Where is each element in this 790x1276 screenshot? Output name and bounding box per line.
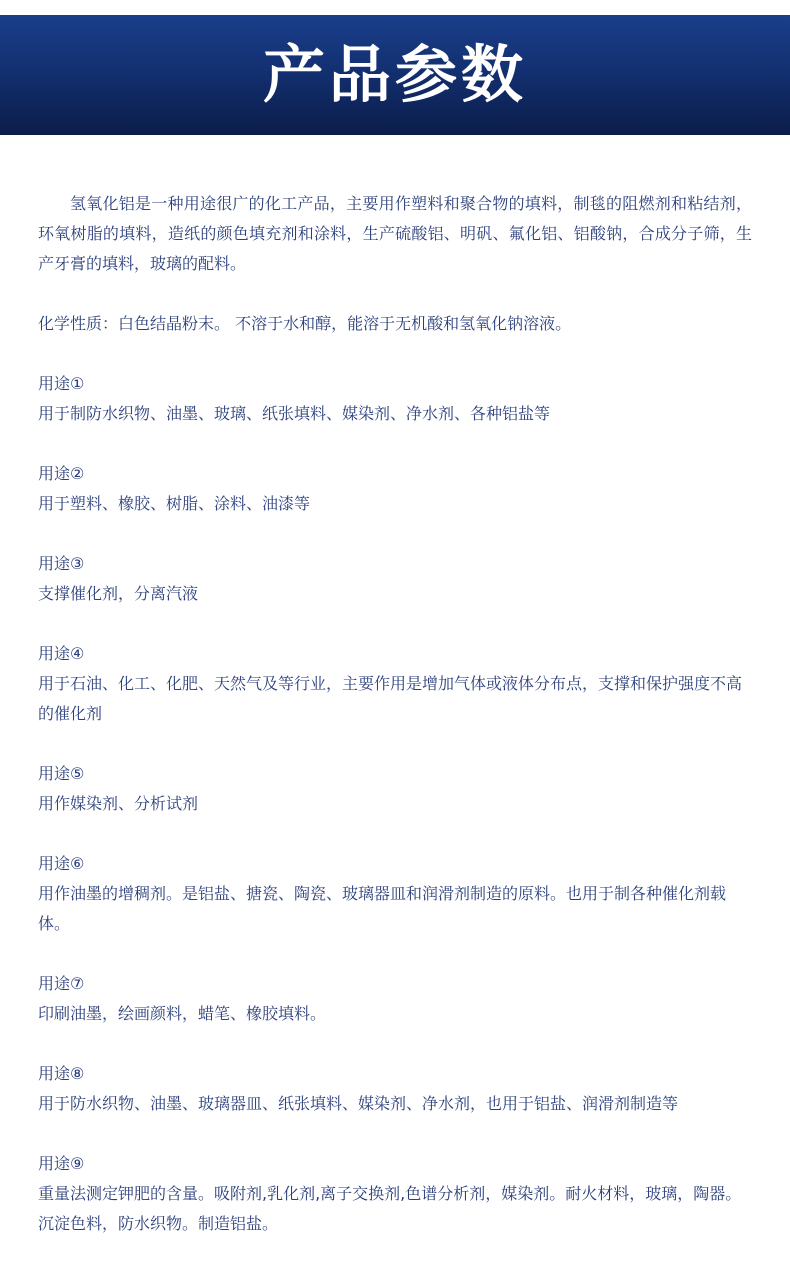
use-item-5 [38, 759, 752, 819]
product-description [38, 189, 752, 1239]
use-item-9 [38, 1149, 752, 1239]
use-item-4 [38, 639, 752, 729]
use-text: 用于制防水织物、油墨、玻璃、纸张填料、媒染剂、净水剂、各种铝盐等 [38, 404, 551, 423]
use-item-3 [38, 549, 752, 609]
use-text: 印刷油墨，绘画颜料，蜡笔、橡胶填料。 [38, 1004, 327, 1023]
use-label: 用途④ [38, 644, 85, 663]
banner-title: 产品参数 [262, 38, 527, 111]
use-text: 用于石油、化工、化肥、天然气及等行业，主要作用是增加气体或液体分布点，支撑和保护强度不高的催化剂 [38, 674, 743, 723]
use-text: 用作媒染剂、分析试剂 [38, 794, 199, 813]
use-text: 用作油墨的增稠剂。是铝盐、搪瓷、陶瓷、玻璃器皿和润滑剂制造的原料。也用于制各种催化剂载体。 [38, 884, 727, 933]
use-label: 用途⑥ [38, 854, 85, 873]
use-item-6 [38, 849, 752, 939]
use-label: 用途⑧ [38, 1064, 85, 1083]
use-text: 支撑催化剂，分离汽液 [38, 584, 199, 603]
use-text: 用于塑料、橡胶、树脂、涂料、油漆等 [38, 494, 311, 513]
use-label: 用途⑨ [38, 1154, 85, 1173]
use-item-8 [38, 1059, 752, 1119]
use-label: 用途⑤ [38, 764, 85, 783]
header-banner [0, 15, 790, 135]
use-item-1 [38, 369, 752, 429]
use-item-7 [38, 969, 752, 1029]
use-label: 用途③ [38, 554, 85, 573]
use-text: 用于防水织物、油墨、玻璃器皿、纸张填料、媒染剂、净水剂，也用于铝盐、润滑剂制造等 [38, 1094, 679, 1113]
use-label: 用途① [38, 374, 85, 393]
use-label: 用途② [38, 464, 85, 483]
use-item-2 [38, 459, 752, 519]
use-label: 用途⑦ [38, 974, 85, 993]
intro-paragraph: 氢氧化铝是一种用途很广的化工产品，主要用作塑料和聚合物的填料，制毯的阻燃剂和粘结剂，环氧树脂的填料，造纸的颜色填充剂和涂料，生产硫酸铝、明矾、氟化铝、铝酸钠，合成分子筛，生产牙膏的填料，玻璃的配料。 [38, 194, 752, 273]
chemical-properties: 化学性质：白色结晶粉末。 不溶于水和醇，能溶于无机酸和氢氧化钠溶液。 [38, 314, 572, 333]
use-text: 重量法测定钾肥的含量。吸附剂,乳化剂,离子交换剂,色谱分析剂，媒染剂。耐火材料，玻璃，陶器。沉淀色料，防水织物。制造铝盐。 [38, 1184, 742, 1233]
